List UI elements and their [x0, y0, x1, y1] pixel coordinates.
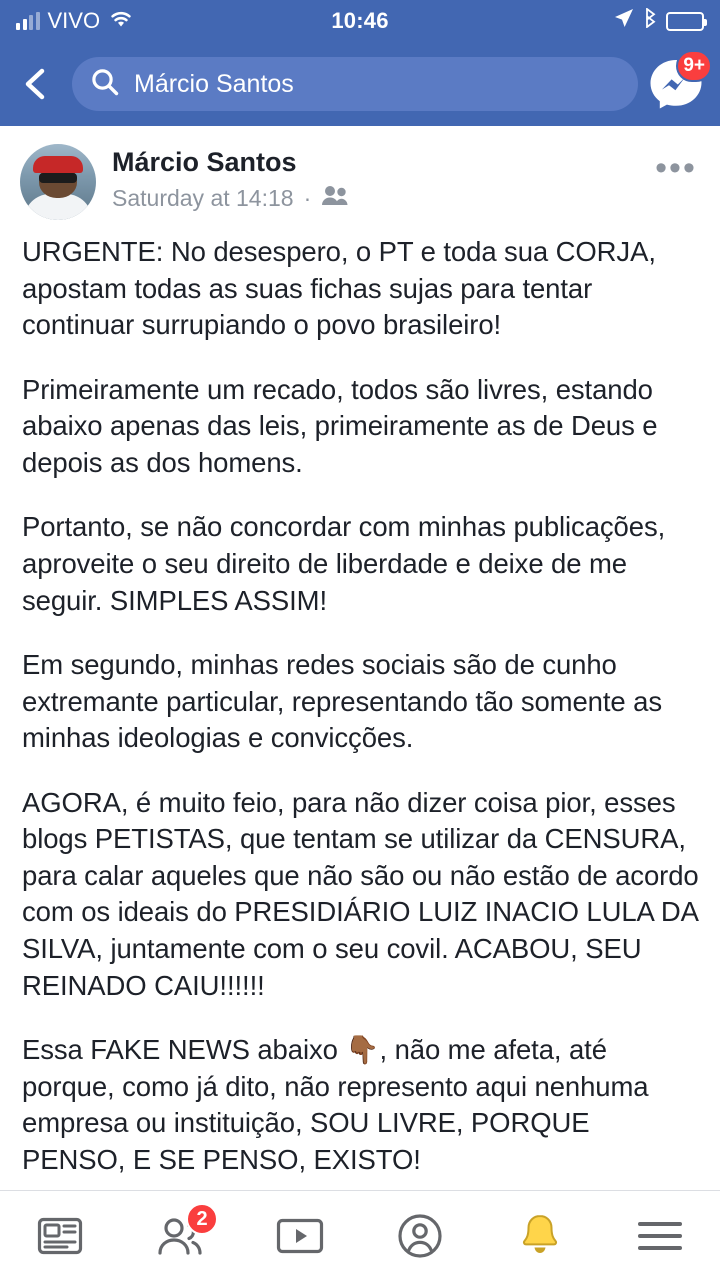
messenger-badge: 9+: [676, 50, 712, 82]
news-feed-icon: [37, 1215, 83, 1257]
post-header: [0, 126, 720, 224]
post-submeta: [112, 184, 632, 212]
status-bar-right: [360, 8, 704, 34]
bell-icon: [518, 1213, 562, 1259]
post-meta: [112, 144, 632, 212]
tab-menu[interactable]: [600, 1191, 720, 1280]
bluetooth-icon: [643, 8, 657, 34]
bottom-tab-bar: [0, 1190, 720, 1280]
post-paragraph: Em segundo, minhas redes sociais são de cunho extremante particular, representando tão somente as minhas ideologias e convicções.: [22, 649, 662, 754]
back-button[interactable]: [8, 56, 64, 112]
post-author-name[interactable]: Márcio Santos: [112, 147, 297, 177]
top-navigation-bar: [0, 42, 720, 126]
post-paragraph: Primeiramente um recado, todos são livres, estando abaixo apenas das leis, primeiramente as de Deus e depois as dos homens.: [22, 373, 658, 478]
back-chevron-icon: [19, 67, 53, 101]
carrier-label: VIVO: [47, 8, 101, 33]
status-bar: [0, 0, 720, 42]
friends-audience-icon[interactable]: [321, 184, 349, 212]
profile-circle-icon: [397, 1213, 443, 1259]
post-paragraph: Portanto, se não concordar com minhas publicações, aproveite o seu direito de liberdade e deixe de me seguir. SIMPLES ASSIM!: [22, 511, 666, 616]
hamburger-menu-icon: [638, 1222, 682, 1250]
search-query-text[interactable]: Márcio Santos: [134, 69, 294, 98]
post-feed[interactable]: [0, 126, 720, 1190]
location-arrow-icon: [614, 8, 634, 34]
post-timestamp[interactable]: Saturday at 14:18: [112, 184, 294, 211]
post-paragraph: Essa FAKE NEWS abaixo 👇🏾, não me afeta, até porque, como já dito, não represento aqui nenhuma empresa ou instituição, SOU LIVRE, PORQUE PENSO, E SE PENSO, EXISTO!: [22, 1034, 649, 1175]
tab-profile[interactable]: [360, 1191, 480, 1280]
messenger-button[interactable]: [646, 54, 706, 114]
tab-friends[interactable]: [120, 1191, 240, 1280]
post-more-options-button[interactable]: •••: [655, 149, 697, 187]
tab-notifications[interactable]: [480, 1191, 600, 1280]
search-icon: [90, 67, 120, 102]
battery-full-icon: [666, 12, 704, 31]
search-input[interactable]: [72, 57, 638, 111]
friends-badge: 2: [186, 1203, 218, 1235]
submeta-separator: ·: [303, 184, 312, 211]
tab-watch[interactable]: [240, 1191, 360, 1280]
tab-news-feed[interactable]: [0, 1191, 120, 1280]
avatar[interactable]: [20, 144, 96, 220]
post-body: [0, 224, 720, 1178]
post-paragraph: URGENTE: No desespero, o PT e toda sua CORJA, apostam todas as suas fichas sujas para tentar continuar surrupiando o povo brasileiro!: [22, 236, 656, 341]
post-paragraph: AGORA, é muito feio, para não dizer coisa pior, esses blogs PETISTAS, que tentam se utilizar da CENSURA, para calar aqueles que não são ou não estão de acordo com os ideais do PRESIDIÁRIO LUIZ INACIO LULA DA SILVA, juntamente com o seu covil. ACABOU, SEU REINADO CAIU!!!!!!: [22, 786, 699, 1001]
watch-video-icon: [276, 1216, 324, 1256]
status-bar-clock: 10:46: [331, 8, 389, 33]
